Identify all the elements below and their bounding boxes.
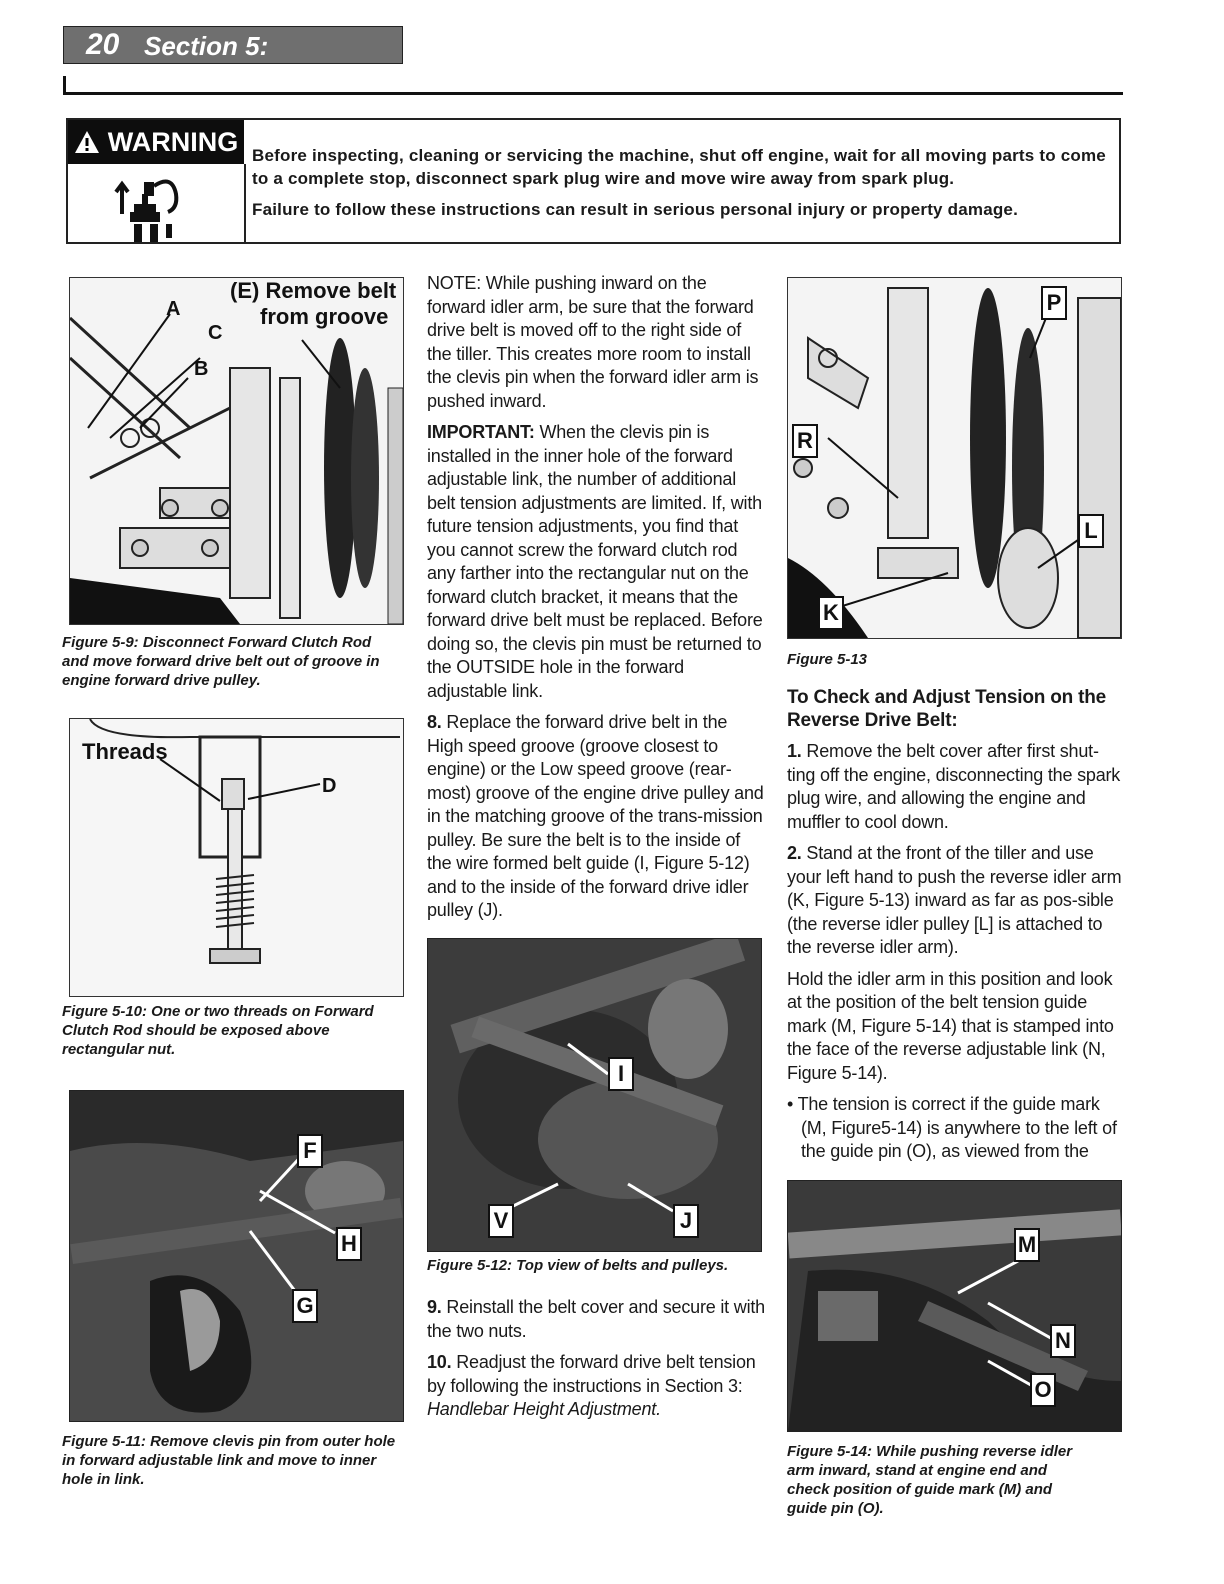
figure-5-11 (69, 1090, 404, 1422)
warning-label-text: WARNING (107, 126, 239, 157)
figure-5-13 (787, 277, 1122, 639)
section-header-bar (63, 26, 403, 92)
figure-5-9 (69, 277, 404, 625)
callout-p: P (1041, 286, 1067, 320)
figure-5-10 (69, 718, 404, 997)
step-10-text: Readjust the forward drive belt tension by following the instructions in Section 3: (427, 1352, 756, 1396)
caption-figure-5-9: Figure 5-9: Disconnect Forward Clutch Rod and move forward drive belt out of groove in engine forward drive pulley. (62, 634, 380, 689)
warning-text (252, 144, 1112, 229)
callout-g: G (292, 1289, 318, 1323)
callout-l: L (1078, 514, 1104, 548)
label-b: B (194, 358, 209, 380)
callout-n: N (1050, 1324, 1076, 1358)
step-9-number: 9. (427, 1297, 442, 1317)
warning-box (66, 118, 1121, 244)
important-label: IMPORTANT: (427, 422, 535, 442)
label-threads: Threads (82, 739, 168, 764)
figure-5-14 (787, 1180, 1122, 1432)
header-rule (63, 92, 1123, 95)
callout-r: R (792, 424, 818, 458)
warning-label (68, 120, 244, 164)
right-column-text (787, 686, 1125, 1172)
caption-figure-5-14: Figure 5-14: While pushing reverse idler arm inward, stand at engine end and check position of guide mark (M) and guide pin (O). (787, 1443, 1073, 1517)
step-10 (427, 1351, 772, 1422)
callout-h: H (336, 1227, 362, 1261)
warning-triangle-icon (74, 130, 100, 154)
caption-figure-5-10: Figure 5-10: One or two threads on Forward Clutch Rod should be exposed above rectangular nut. (62, 1003, 374, 1058)
tension-bullet: • The tension is correct if the guide mark (M, Figure5-14) is anywhere to the left of the guide pin (O), as viewed from the (787, 1094, 1117, 1161)
step-10-reference: Handlebar Height Adjustment. (427, 1399, 661, 1419)
figure-5-12 (427, 938, 762, 1252)
right-step-1-number: 1. (787, 741, 802, 761)
step-8 (427, 711, 767, 923)
right-step-1-text: Remove the belt cover after first shut-ting off the engine, disconnecting the spark plug wire, and allowing the engine and muffler to cool down. (787, 741, 1121, 832)
caption-figure-5-12: Figure 5-12: Top view of belts and pulleys. (427, 1257, 729, 1274)
important-paragraph (427, 421, 767, 703)
guide-mark-photo (788, 1181, 1121, 1431)
caption-figure-5-13: Figure 5-13 (787, 651, 868, 668)
step-10-number: 10. (427, 1352, 452, 1372)
caption-figure-5-11: Figure 5-11: Remove clevis pin from outer hole in forward adjustable link and move to inner hole in link. (62, 1433, 396, 1488)
middle-column-steps (427, 1296, 772, 1430)
warning-line-2: Failure to follow these instructions can result in serious personal injury or property damage. (252, 200, 1019, 219)
label-c: C (208, 322, 223, 344)
right-step-2 (787, 842, 1125, 960)
warning-line-1: Before inspecting, cleaning or servicing the machine, shut off engine, wait for all moving parts to come to a complete stop, disconnect spark plug wire and move wire away from spark plug. (252, 146, 1106, 188)
callout-m: M (1014, 1228, 1040, 1262)
callout-v: V (488, 1204, 514, 1238)
label-e: (E) Remove belt (230, 278, 397, 303)
callout-i: I (608, 1057, 634, 1091)
callout-o: O (1030, 1373, 1056, 1407)
right-step-2-number: 2. (787, 843, 802, 863)
step-9-text: Reinstall the belt cover and secure it with the two nuts. (427, 1297, 765, 1341)
callout-k: K (818, 596, 844, 630)
belts-pulleys-photo (428, 939, 761, 1251)
step-8-number: 8. (427, 712, 442, 732)
callout-j: J (673, 1204, 699, 1238)
hold-paragraph: Hold the idler arm in this position and look at the position of the belt tension guide mark (M, Figure 5-14) that is stamped into the face of the reverse adjustable link (N, Figure 5-14). (787, 968, 1114, 1083)
reverse-belt-heading: To Check and Adjust Tension on the Reverse Drive Belt: (787, 687, 1107, 731)
label-d: D (322, 775, 337, 797)
step-9 (427, 1296, 772, 1343)
section-title: Section 5: Maintenance (144, 31, 302, 92)
middle-column-text (427, 272, 767, 931)
label-a: A (166, 298, 181, 320)
callout-f: F (297, 1134, 323, 1168)
important-text: When the clevis pin is installed in the inner hole of the forward adjustable link, the number of additional belt tension adjustments are limited. If, with future tension adjustments, you find that you cannot screw the forward clutch rod any farther into the rectangular nut on the forward clutch bracket, it means that the forward drive belt must be replaced. Before doing so, the clevis pin must be returned to the OUTSIDE hole in the forward adjustable link. (427, 422, 763, 701)
label-e-2: from groove (260, 304, 389, 329)
step-8-text: Replace the forward drive belt in the High speed groove (groove closest to engine) or the Low speed groove (rear-most) groove of the engine drive pulley and in the matching groove of the trans-mission pulley. Be sure the belt is to the inside of the wire formed belt guide (I, Figure 5-12) and to the inside of the forward drive idler pulley (J). (427, 712, 764, 920)
note-paragraph: NOTE: While pushing inward on the forward idler arm, be sure that the forward drive belt is moved off to the right side of the tiller. This creates more room to install the clevis pin when the forward idler arm is pushed inward. (427, 273, 759, 411)
right-step-1 (787, 740, 1125, 834)
reverse-idler-drawing (788, 278, 1121, 638)
spark-plug-disconnect-icon (68, 164, 246, 242)
page-number: 20 (86, 28, 120, 61)
right-step-2-text: Stand at the front of the tiller and use your left hand to push the reverse idler arm (K, Figure 5-13) inward as far as pos-sible (the reverse idler pulley [L] is attached to the reverse idler arm). (787, 843, 1122, 957)
